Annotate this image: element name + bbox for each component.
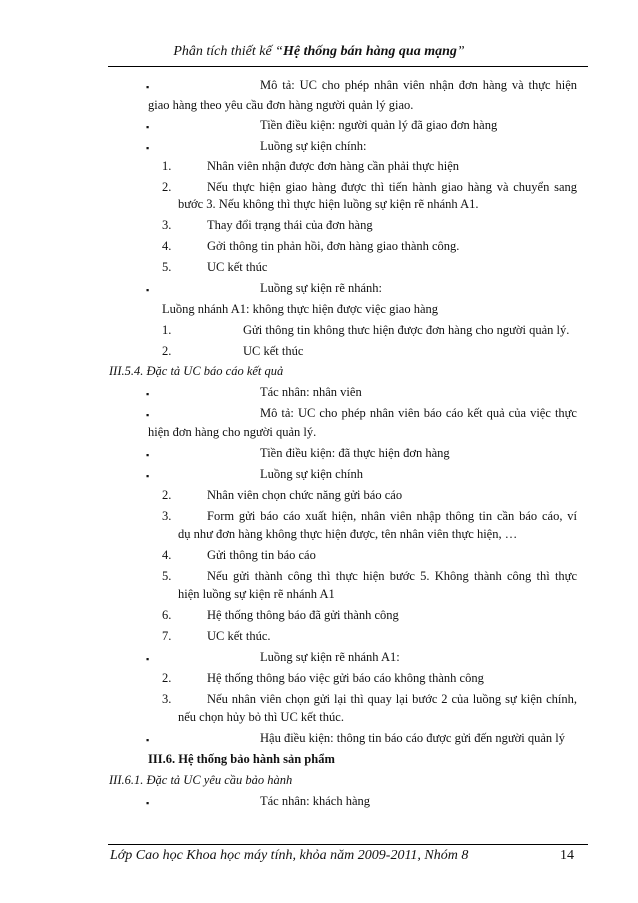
text-line: Gửi thông tin không thưc hiện được đơn hàng cho người quản lý. [243,323,570,337]
bullet: ▪ [146,798,150,808]
section-heading: III.6.1. Đặc tả UC yêu cầu bảo hành [109,773,293,787]
footer-text: Lớp Cao học Khoa học máy tính, khỏa năm 2009-2011, Nhóm 8 [110,848,469,863]
page-header: Phân tích thiết kế “Hệ thống bán hàng qua mạng” [173,44,465,59]
text-line: Mô tả: UC cho phép nhân viên báo cáo kết quả của việc thực [260,406,577,420]
bullet: ▪ [146,471,150,481]
bullet: ▪ [146,389,150,399]
list-number: 4. [162,239,172,253]
list-number: 5. [162,569,172,583]
text-line: Hệ thống thông báo việc gửi báo cáo không thành công [207,671,484,685]
text-line: giao hàng theo yêu cầu đơn hàng người quản lý giao. [148,98,414,112]
text-line: Tiền điều kiện: người quản lý đã giao đơn hàng [260,118,498,132]
text-line: Nhân viên nhận được đơn hàng cần phải thực hiện [207,159,460,173]
text-line: UC kết thúc. [207,629,271,643]
text-line: Nếu nhân viên chọn gửi lại thì quay lại bước 2 của luồng sự kiện chính, [207,692,577,706]
list-number: 2. [162,488,172,502]
bullet: ▪ [146,82,150,92]
text-line: Form gửi báo cáo xuất hiện, nhân viên nhập thông tin cần báo cáo, ví [207,509,577,523]
text-line: dụ như đơn hàng không thực hiện được, tên nhân viên thực hiện, … [178,527,518,541]
text-line: Tác nhân: nhân viên [260,385,362,399]
header-rule [108,66,588,67]
text-line: Gửi thông tin báo cáo [207,548,316,562]
list-number: 2. [162,180,172,194]
text-line: hiện đơn hàng cho người quản lý. [148,425,317,439]
text-line: Luồng nhánh A1: không thực hiện được việc giao hàng [162,302,439,316]
section-heading: III.5.4. Đặc tả UC báo cáo kết quả [109,364,284,378]
page-number: 14 [560,848,574,863]
text-line: Hệ thống thông báo đã gửi thành công [207,608,399,622]
list-number: 4. [162,548,172,562]
list-number: 2. [162,671,172,685]
text-line: bước 3. Nếu không thì thực hiện luồng sự kiện rẽ nhánh A1. [178,197,479,211]
bullet: ▪ [146,654,150,664]
text-line: Tác nhân: khách hàng [260,794,371,808]
text-line: Mô tả: UC cho phép nhân viên nhận đơn hàng và thực hiện [260,78,577,92]
bullet: ▪ [146,735,150,745]
bullet: ▪ [146,122,150,132]
header-title: Hệ thống bán hàng qua mạng [282,44,457,59]
list-number: 7. [162,629,172,643]
text-line: hiện luồng sự kiện rẽ nhánh A1 [178,587,335,601]
bullet: ▪ [146,450,150,460]
list-number: 3. [162,218,172,232]
text-line: Luồng sự kiện chính [260,467,363,481]
text-line: Thay đổi trạng thái của đơn hàng [207,218,373,232]
text-line: Tiền điều kiện: đã thực hiện đơn hàng [260,446,450,460]
list-number: 1. [162,159,172,173]
text-line: Luồng sự kiện rẽ nhánh A1: [260,650,400,664]
list-number: 2. [162,344,172,358]
section-heading: III.6. Hệ thống bảo hành sản phẩm [148,752,335,766]
list-number: 5. [162,260,172,274]
list-number: 3. [162,509,172,523]
text-line: Gởi thông tin phản hồi, đơn hàng giao thành công. [207,239,460,253]
list-number: 6. [162,608,172,622]
text-line: Luồng sự kiện rẽ nhánh: [260,281,383,295]
text-line: nếu chọn hủy bỏ thì UC kết thúc. [178,710,344,724]
list-number: 1. [162,323,172,337]
bullet: ▪ [146,410,150,420]
text-line: Nếu thực hiện giao hàng được thì tiến hành giao hàng và chuyển sang [207,180,577,194]
bullet: ▪ [146,285,150,295]
footer-rule [108,844,588,845]
text-line: Nếu gửi thành công thì thực hiện bước 5. Không thành công thì thực [207,569,577,583]
bullet: ▪ [146,143,150,153]
text-line: Hậu điều kiện: thông tin báo cáo được gửi đến người quản lý [260,731,566,745]
text-line: UC kết thúc [207,260,268,274]
text-line: Nhân viên chọn chức năng gửi báo cáo [207,488,403,502]
text-line: UC kết thúc [243,344,304,358]
text-line: Luồng sự kiện chính: [260,139,367,153]
list-number: 3. [162,692,172,706]
